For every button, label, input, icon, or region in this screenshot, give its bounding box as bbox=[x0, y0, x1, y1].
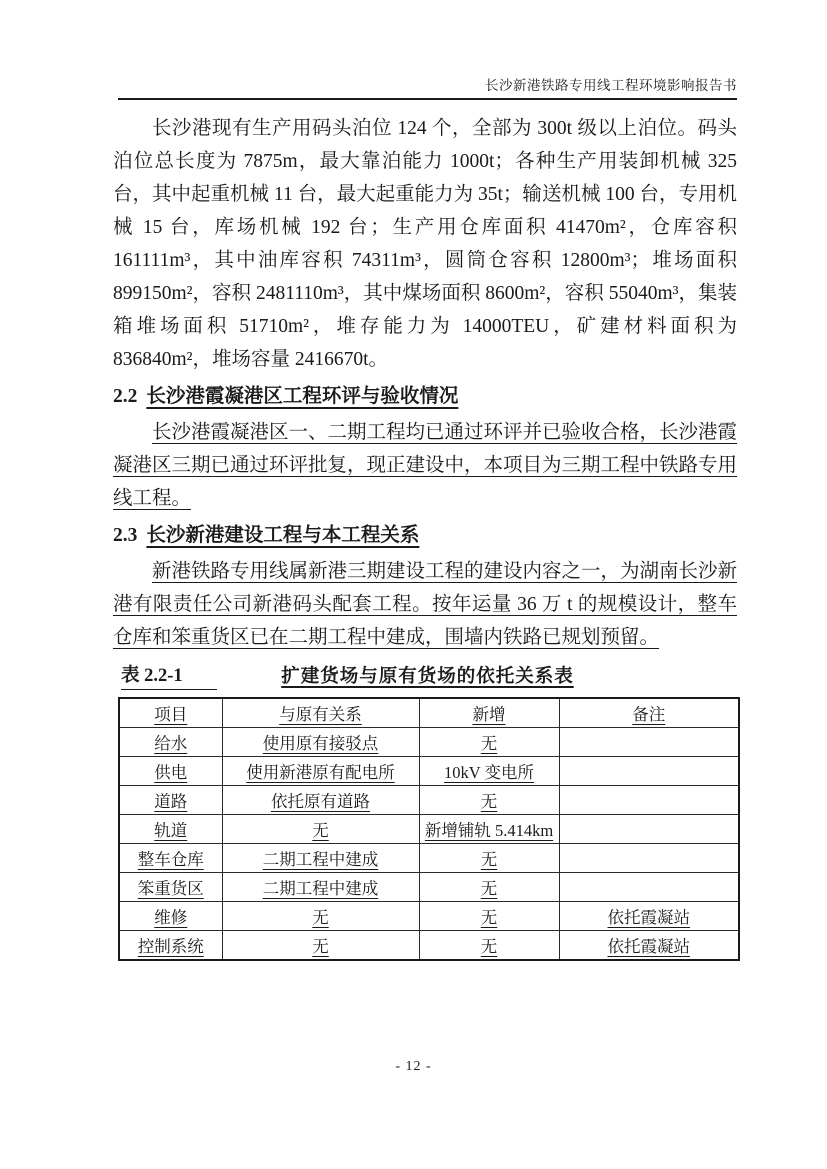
cell-relation: 无 bbox=[222, 931, 419, 961]
table-row bbox=[119, 757, 739, 786]
cell-item: 轨道 bbox=[119, 815, 222, 844]
page-footer bbox=[0, 1059, 827, 1075]
table-row bbox=[119, 786, 739, 815]
dependency-relation-table bbox=[118, 697, 740, 961]
col-header-new: 新增 bbox=[419, 698, 559, 728]
cell-relation: 无 bbox=[222, 815, 419, 844]
cell-remark bbox=[559, 786, 739, 815]
cell-item: 道路 bbox=[119, 786, 222, 815]
cell-new: 无 bbox=[419, 931, 559, 961]
cell-new: 无 bbox=[419, 844, 559, 873]
col-header-relation: 与原有关系 bbox=[222, 698, 419, 728]
cell-relation: 使用原有接驳点 bbox=[222, 728, 419, 757]
section-2-2-paragraph: 长沙港霞凝港区一、二期工程均已通过环评并已验收合格，长沙港霞凝港区三期已通过环评批复，现正建设中，本项目为三期工程中铁路专用线工程。 bbox=[113, 422, 738, 509]
section-number-2-3: 2.3 bbox=[113, 525, 138, 546]
cell-new: 无 bbox=[419, 728, 559, 757]
cell-new: 无 bbox=[419, 902, 559, 931]
table-row bbox=[119, 815, 739, 844]
section-heading-2-2 bbox=[113, 380, 737, 413]
section-heading-2-3 bbox=[113, 519, 737, 552]
cell-item: 笨重货区 bbox=[119, 873, 222, 902]
table-row bbox=[119, 844, 739, 873]
cell-item: 整车仓库 bbox=[119, 844, 222, 873]
section-title-2-3: 长沙新港建设工程与本工程关系 bbox=[146, 524, 420, 546]
table-row bbox=[119, 931, 739, 961]
col-header-item: 项目 bbox=[119, 698, 222, 728]
page-number: - 12 - bbox=[395, 1059, 432, 1074]
cell-remark bbox=[559, 757, 739, 786]
page-content bbox=[113, 100, 737, 961]
cell-new: 10kV 变电所 bbox=[419, 757, 559, 786]
cell-item: 维修 bbox=[119, 902, 222, 931]
page-header bbox=[118, 0, 737, 100]
section-2-3-paragraph: 新港铁路专用线属新港三期建设工程的建设内容之一，为湖南长沙新港有限责任公司新港码头配套工程。按年运量 36 万 t 的规模设计，整车仓库和笨重货区已在二期工程中建成，围墙内铁路已规划预留。 bbox=[113, 561, 738, 648]
port-facilities-paragraph: 长沙港现有生产用码头泊位 124 个，全部为 300t 级以上泊位。码头泊位总长度为 7875m，最大靠泊能力 1000t；各种生产用装卸机械 325 台，其中起重机械 11 台，最大起重能力为 35t；输送机械 100 台，专用机械 15 台，库场机械 192 台；生产用仓库面积 41470m²，仓库容积 161111m³，其中油库容积 74311m³，圆筒仓容积 12800m³；堆场面积 899150m²，容积 2481110m³，其中煤场面积 8600m²，容积 55040m³，集装箱堆场面积 51710m²，堆存能力为 14000TEU，矿建材料面积为 836840m²，堆场容量 2416670t。 bbox=[113, 118, 737, 370]
cell-relation: 二期工程中建成 bbox=[222, 844, 419, 873]
section-number-2-2: 2.2 bbox=[113, 386, 138, 407]
running-header-title: 长沙新港铁路专用线工程环境影响报告书 bbox=[485, 78, 737, 93]
cell-item: 控制系统 bbox=[119, 931, 222, 961]
table-row bbox=[119, 728, 739, 757]
cell-new: 新增铺轨 5.414km bbox=[419, 815, 559, 844]
table-label: 表 2.2-1 bbox=[121, 664, 217, 690]
cell-remark bbox=[559, 728, 739, 757]
cell-item: 给水 bbox=[119, 728, 222, 757]
table-header-row bbox=[119, 698, 739, 728]
cell-relation: 使用新港原有配电所 bbox=[222, 757, 419, 786]
section-title-2-2: 长沙港霞凝港区工程环评与验收情况 bbox=[146, 385, 459, 407]
cell-relation: 无 bbox=[222, 902, 419, 931]
cell-remark bbox=[559, 815, 739, 844]
cell-remark bbox=[559, 844, 739, 873]
cell-relation: 依托原有道路 bbox=[222, 786, 419, 815]
cell-new: 无 bbox=[419, 786, 559, 815]
table-caption bbox=[118, 664, 737, 690]
cell-relation: 二期工程中建成 bbox=[222, 873, 419, 902]
table-row bbox=[119, 902, 739, 931]
cell-remark: 依托霞凝站 bbox=[559, 931, 739, 961]
table-title: 扩建货场与原有货场的依托关系表 bbox=[281, 665, 574, 686]
cell-new: 无 bbox=[419, 873, 559, 902]
cell-remark: 依托霞凝站 bbox=[559, 902, 739, 931]
cell-item: 供电 bbox=[119, 757, 222, 786]
col-header-remark: 备注 bbox=[559, 698, 739, 728]
table-row bbox=[119, 873, 739, 902]
cell-remark bbox=[559, 873, 739, 902]
